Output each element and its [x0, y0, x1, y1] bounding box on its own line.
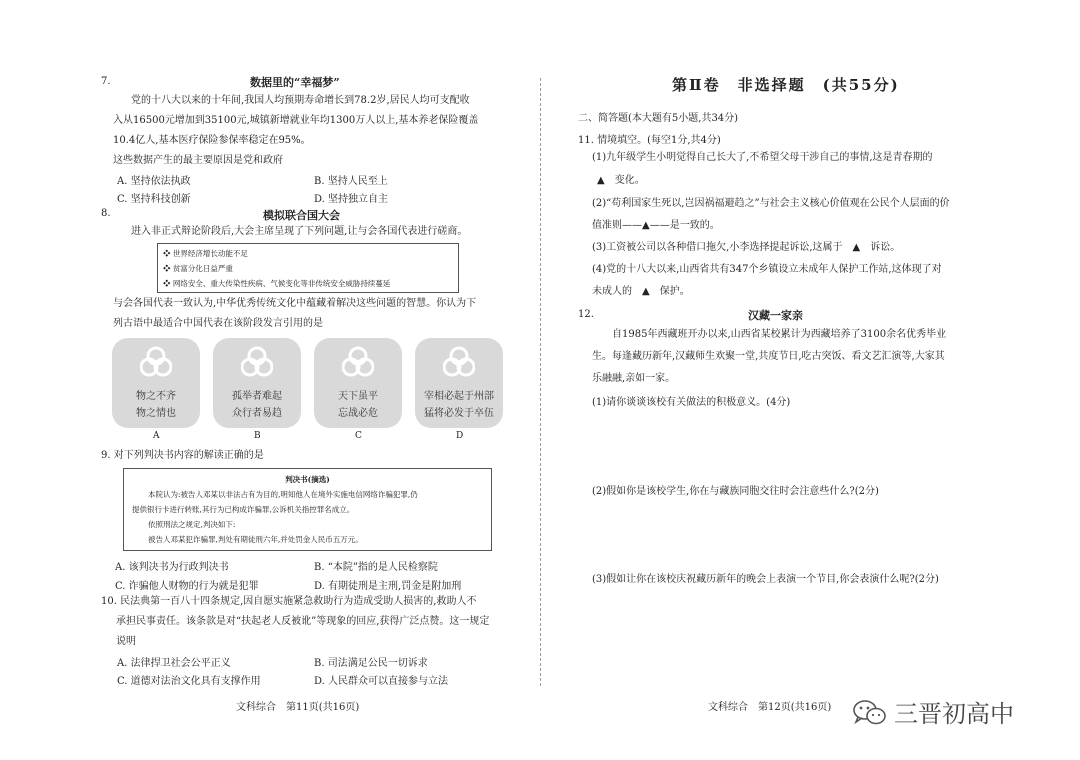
q8-card-d-letter: D: [456, 431, 464, 441]
q11-heading: 11. 情境填空。(每空1分,共4分): [578, 135, 721, 146]
q8-card-a-line-2: 物之情也: [136, 408, 176, 419]
q8-card-a-letter: A: [153, 431, 160, 441]
q9-box-line-4: 被告人邓某犯诈骗罪,判处有期徒刑六年,并处罚金人民币五万元。: [148, 535, 363, 544]
q8-card-b-line-1: 孤举者难起: [232, 391, 282, 402]
q9-option-d[interactable]: D. 有期徒刑是主刑,罚金是附加刑: [314, 581, 462, 592]
q11-item-2a: (2)“苟利国家生死以,岂因祸福避趋之”与社会主义核心价值观在公民个人层面的价: [592, 198, 950, 209]
q12-line-3: 乐融融,亲如一家。: [592, 373, 676, 384]
q11-item-1a: (1)九年级学生小明觉得自己长大了,不希望父母干涉自己的事情,这是青春期的: [592, 152, 933, 163]
q8-card-c-letter: C: [355, 431, 362, 441]
right-page: [540, 0, 1080, 760]
q9-option-b[interactable]: B. “本院”指的是人民检察院: [314, 562, 438, 573]
q8-card-b[interactable]: [213, 338, 301, 428]
q12-line-2: 生。每逢藏历新年,汉藏师生欢聚一堂,共度节日,吃古突饭、看文艺汇演等,大家其: [592, 351, 945, 362]
part-two-title: 第Ⅱ卷 非选择题 (共55分): [672, 76, 900, 94]
q10-line-3: 说明: [116, 636, 136, 647]
q7-number: 7.: [101, 76, 111, 87]
q8-card-c-line-1: 天下虽平: [338, 391, 378, 402]
q11-item-3: (3)工资被公司以各种借口拖欠,小李选择提起诉讼,这属于 ▲ 诉讼。: [592, 242, 901, 253]
knot-emblem-icon: [241, 346, 273, 378]
q9-question: 9. 对下列判决书内容的解读正确的是: [101, 450, 264, 461]
knot-emblem-icon: [443, 346, 475, 378]
q12-sub-2: (2)假如你是该校学生,你在与藏族同胞交往时会注意些什么?(2分): [592, 486, 879, 497]
q10-line-1: 10. 民法典第一百八十四条规定,因自愿实施紧急救助行为造成受助人损害的,救助人不: [101, 596, 477, 607]
q9-option-c[interactable]: C. 诈骗他人财物的行为就是犯罪: [115, 581, 259, 592]
q9-option-a[interactable]: A. 该判决书为行政判决书: [115, 562, 229, 573]
q8-card-d-line-1: 宰相必起于州部: [424, 391, 494, 402]
q7-line-4: 这些数据产生的最主要原因是党和政府: [113, 155, 283, 166]
q9-box-line-3: 依照刑法之规定,判决如下:: [148, 520, 236, 529]
q8-problem-box: [157, 243, 459, 293]
q8-intro: 进入非正式辩论阶段后,大会主席呈现了下列问题,让与会各国代表进行磋商。: [131, 226, 468, 237]
q9-box-line-1: 本院认为:被告人邓某以非法占有为目的,明知他人在境外实施电信网络诈骗犯罪,仍: [148, 490, 418, 499]
q8-card-b-line-2: 众行者易趋: [232, 408, 282, 419]
q11-item-4b: 未成人的 ▲ 保护。: [592, 286, 690, 297]
q7-line-3: 10.4亿人,基本医疗保险参保率稳定在95%。: [113, 135, 311, 146]
q7-option-a[interactable]: A. 坚持依法执政: [117, 176, 191, 187]
q9-judgment-box: [123, 468, 492, 551]
q7-line-1: 党的十八大以来的十年间,我国人均预期寿命增长到78.2岁,居民人均可支配收: [131, 95, 470, 106]
left-page-footer: 文科综合 第11页(共16页): [236, 702, 360, 713]
q8-number: 8.: [101, 208, 111, 219]
q8-card-a[interactable]: [112, 338, 200, 428]
knot-emblem-icon: [342, 346, 374, 378]
q10-option-b[interactable]: B. 司法满足公民一切诉求: [314, 658, 428, 669]
q12-line-1: 自1985年西藏班开办以来,山西省某校累计为西藏培养了3100余名优秀毕业: [612, 329, 947, 340]
q8-box-line-3: ❖ 网络安全、重大传染性疾病、气候变化等非传统安全威胁持续蔓延: [163, 279, 391, 288]
q10-option-d[interactable]: D. 人民群众可以直接参与立法: [314, 676, 449, 687]
q10-line-2: 承担民事责任。该条款是对“扶起老人反被讹”等现象的回应,获得广泛点赞。这一规定: [116, 616, 490, 627]
q11-item-4a: (4)党的十八大以来,山西省共有347个乡镇设立未成年人保护工作站,这体现了对: [592, 264, 942, 275]
watermark-text: 三晋初高中: [894, 700, 1014, 728]
q8-box-line-2: ❖ 贫富分化日益严重: [163, 264, 233, 273]
q11-item-1b: ▲ 变化。: [597, 175, 645, 186]
q8-card-a-line-1: 物之不齐: [136, 391, 176, 402]
q8-title: 模拟联合国大会: [263, 209, 340, 222]
section-heading: 二、简答题(本大题有5小题,共34分): [578, 113, 739, 124]
q9-box-line-2: 提供银行卡进行转账,其行为已构成诈骗罪,公诉机关指控罪名成立。: [132, 505, 355, 514]
q10-option-a[interactable]: A. 法律捍卫社会公平正义: [117, 658, 231, 669]
q7-option-b[interactable]: B. 坚持人民至上: [314, 176, 388, 187]
q9-box-title: 判决书(摘选): [285, 475, 330, 484]
q8-card-d[interactable]: [415, 338, 503, 428]
knot-emblem-icon: [140, 346, 172, 378]
q8-card-c-line-2: 忘战必危: [338, 408, 378, 419]
q8-card-d-line-2: 猛将必发于卒伍: [424, 408, 494, 419]
q11-item-2b: 值准则——▲——是一致的。: [592, 220, 720, 231]
q12-sub-1: (1)请你谈谈该校有关做法的积极意义。(4分): [592, 397, 791, 408]
q12-sub-3: (3)假如让你在该校庆祝藏历新年的晚会上表演一个节目,你会表演什么呢?(2分): [592, 574, 939, 585]
q7-line-2: 入从16500元增加到35100元,城镇新增就业年均1300万人以上,基本养老保险覆盖: [113, 115, 479, 126]
q12-number: 12.: [578, 309, 594, 320]
q8-card-b-letter: B: [254, 431, 261, 441]
q8-card-c[interactable]: [314, 338, 402, 428]
q8-line-1: 与会各国代表一致认为,中华优秀传统文化中蕴藏着解决这些问题的智慧。你认为下: [113, 298, 477, 309]
q8-box-line-1: ❖ 世界经济增长动能不足: [163, 249, 248, 258]
q7-option-d[interactable]: D. 坚持独立自主: [314, 194, 389, 205]
q8-line-2: 列古语中最适合中国代表在该阶段发言引用的是: [113, 318, 323, 329]
q7-title: 数据里的“幸福梦”: [250, 76, 340, 89]
q10-option-c[interactable]: C. 道德对法治文化具有支撑作用: [117, 676, 261, 687]
right-page-footer: 文科综合 第12页(共16页): [708, 702, 832, 713]
q12-title: 汉藏一家亲: [748, 309, 803, 322]
q7-option-c[interactable]: C. 坚持科技创新: [117, 194, 191, 205]
wechat-icon: [852, 698, 888, 728]
